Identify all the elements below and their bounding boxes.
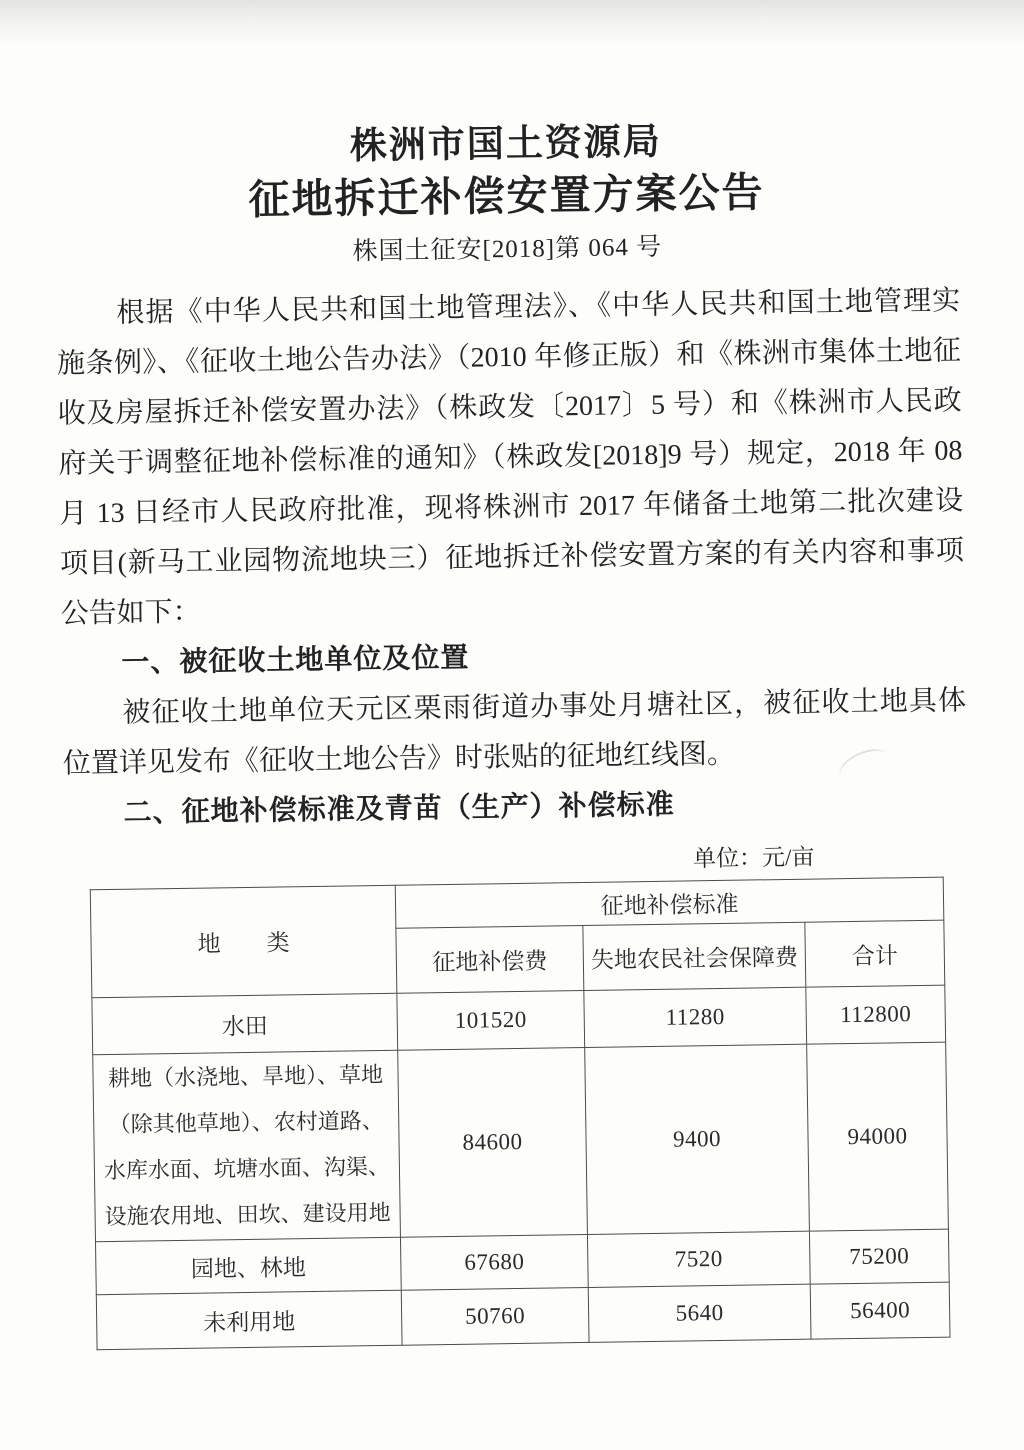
cell-social-security-fee: 11280 [584,987,807,1047]
cell-land-type: 园地、林地 [96,1237,402,1295]
cell-land-type: 耕地（水浇地、旱地）、草地（除其他草地）、农村道路、水库水面、坑塘水面、沟渠、设施农用地、田坎、建设用地 [93,1050,401,1242]
table-header-land-type: 地 类 [90,885,397,998]
cell-total: 75200 [809,1229,949,1284]
table-header-social-security-fee: 失地农民社会保障费 [583,922,806,990]
intro-paragraph [56,276,965,639]
document-number: 株国土征安[2018]第 064 号 [352,233,663,266]
intro-line: 收及房屋拆迁补偿安置办法》（株政发〔2017〕5 号）和《株洲市人民政 [57,385,962,430]
section1-line: 位置详见发布《征收土地公告》时张贴的征地红线图。 [62,738,736,780]
cell-total: 112800 [806,985,946,1044]
compensation-table [90,877,951,1351]
section2-heading: 二、征地补偿标准及青苗（生产）补偿标准 [123,789,675,829]
document-title-line2: 征地拆迁补偿安置方案公告 [248,169,765,223]
cell-land-type: 未利用地 [96,1290,402,1350]
cell-compensation-fee: 84600 [398,1047,588,1237]
table-unit-label: 单位：元/亩 [692,844,815,872]
intro-line: 府关于调整征地补偿标准的通知》（株政发[2018]9 号）规定，2018 年 08 [58,435,963,480]
cell-social-security-fee: 7520 [587,1231,810,1287]
cell-social-security-fee: 9400 [585,1044,810,1234]
intro-line: 项目(新马工业园物流地块三）征地拆迁补偿安置方案的有关内容和事项 [59,535,965,580]
cell-compensation-fee: 101520 [397,990,585,1050]
cell-compensation-fee: 67680 [400,1234,588,1290]
table-header-compensation-fee: 征地补偿费 [396,925,584,993]
section1-heading: 一、被征收土地单位及位置 [121,642,470,679]
intro-line: 月 13 日经市人民政府批准，现将株洲市 2017 年储备土地第二批次建设 [58,485,964,530]
section1-paragraph [62,676,967,789]
cell-social-security-fee: 5640 [588,1284,811,1342]
cell-total: 56400 [810,1282,950,1339]
table-header-total: 合计 [805,920,945,987]
intro-line: 施条例》、《征收土地公告办法》（2010 年修正版）和《株洲市集体土地征 [56,335,962,380]
cell-land-type: 水田 [92,993,398,1055]
table-row [93,1042,949,1242]
section1-line: 被征收土地单位天元区栗雨街道办事处月塘社区，被征收土地具体 [122,685,967,729]
document-title-line1: 株洲市国土资源局 [349,121,663,168]
intro-line: 根据《中华人民共和国土地管理法》、《中华人民共和国土地管理实 [116,285,961,329]
table-header-compensation-standard-group: 征地补偿标准 [395,877,944,928]
cell-total: 94000 [807,1042,949,1231]
intro-line: 公告如下： [60,596,201,630]
cell-compensation-fee: 50760 [401,1287,589,1345]
table-row [96,1282,950,1350]
